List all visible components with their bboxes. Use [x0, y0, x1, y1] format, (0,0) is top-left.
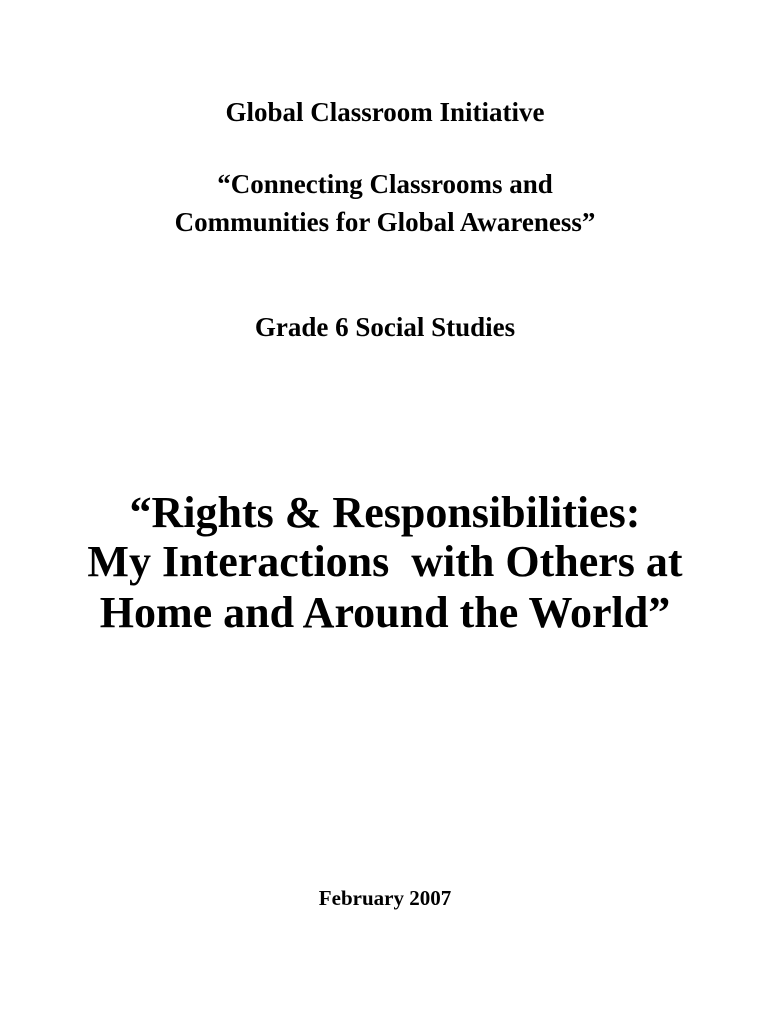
title-line-2: My Interactions with Others at: [87, 537, 683, 586]
tagline-line-1: “Connecting Classrooms and: [217, 169, 553, 199]
course-name: Grade 6 Social Studies: [254, 312, 516, 342]
title-line-3: Home and Around the World”: [99, 588, 671, 637]
tagline-line-2: Communities for Global Awareness”: [174, 207, 596, 237]
title-line-1: “Rights & Responsibilities:: [129, 488, 641, 537]
organization-name: Global Classroom Initiative: [225, 97, 545, 127]
publication-date: February 2007: [318, 886, 452, 910]
